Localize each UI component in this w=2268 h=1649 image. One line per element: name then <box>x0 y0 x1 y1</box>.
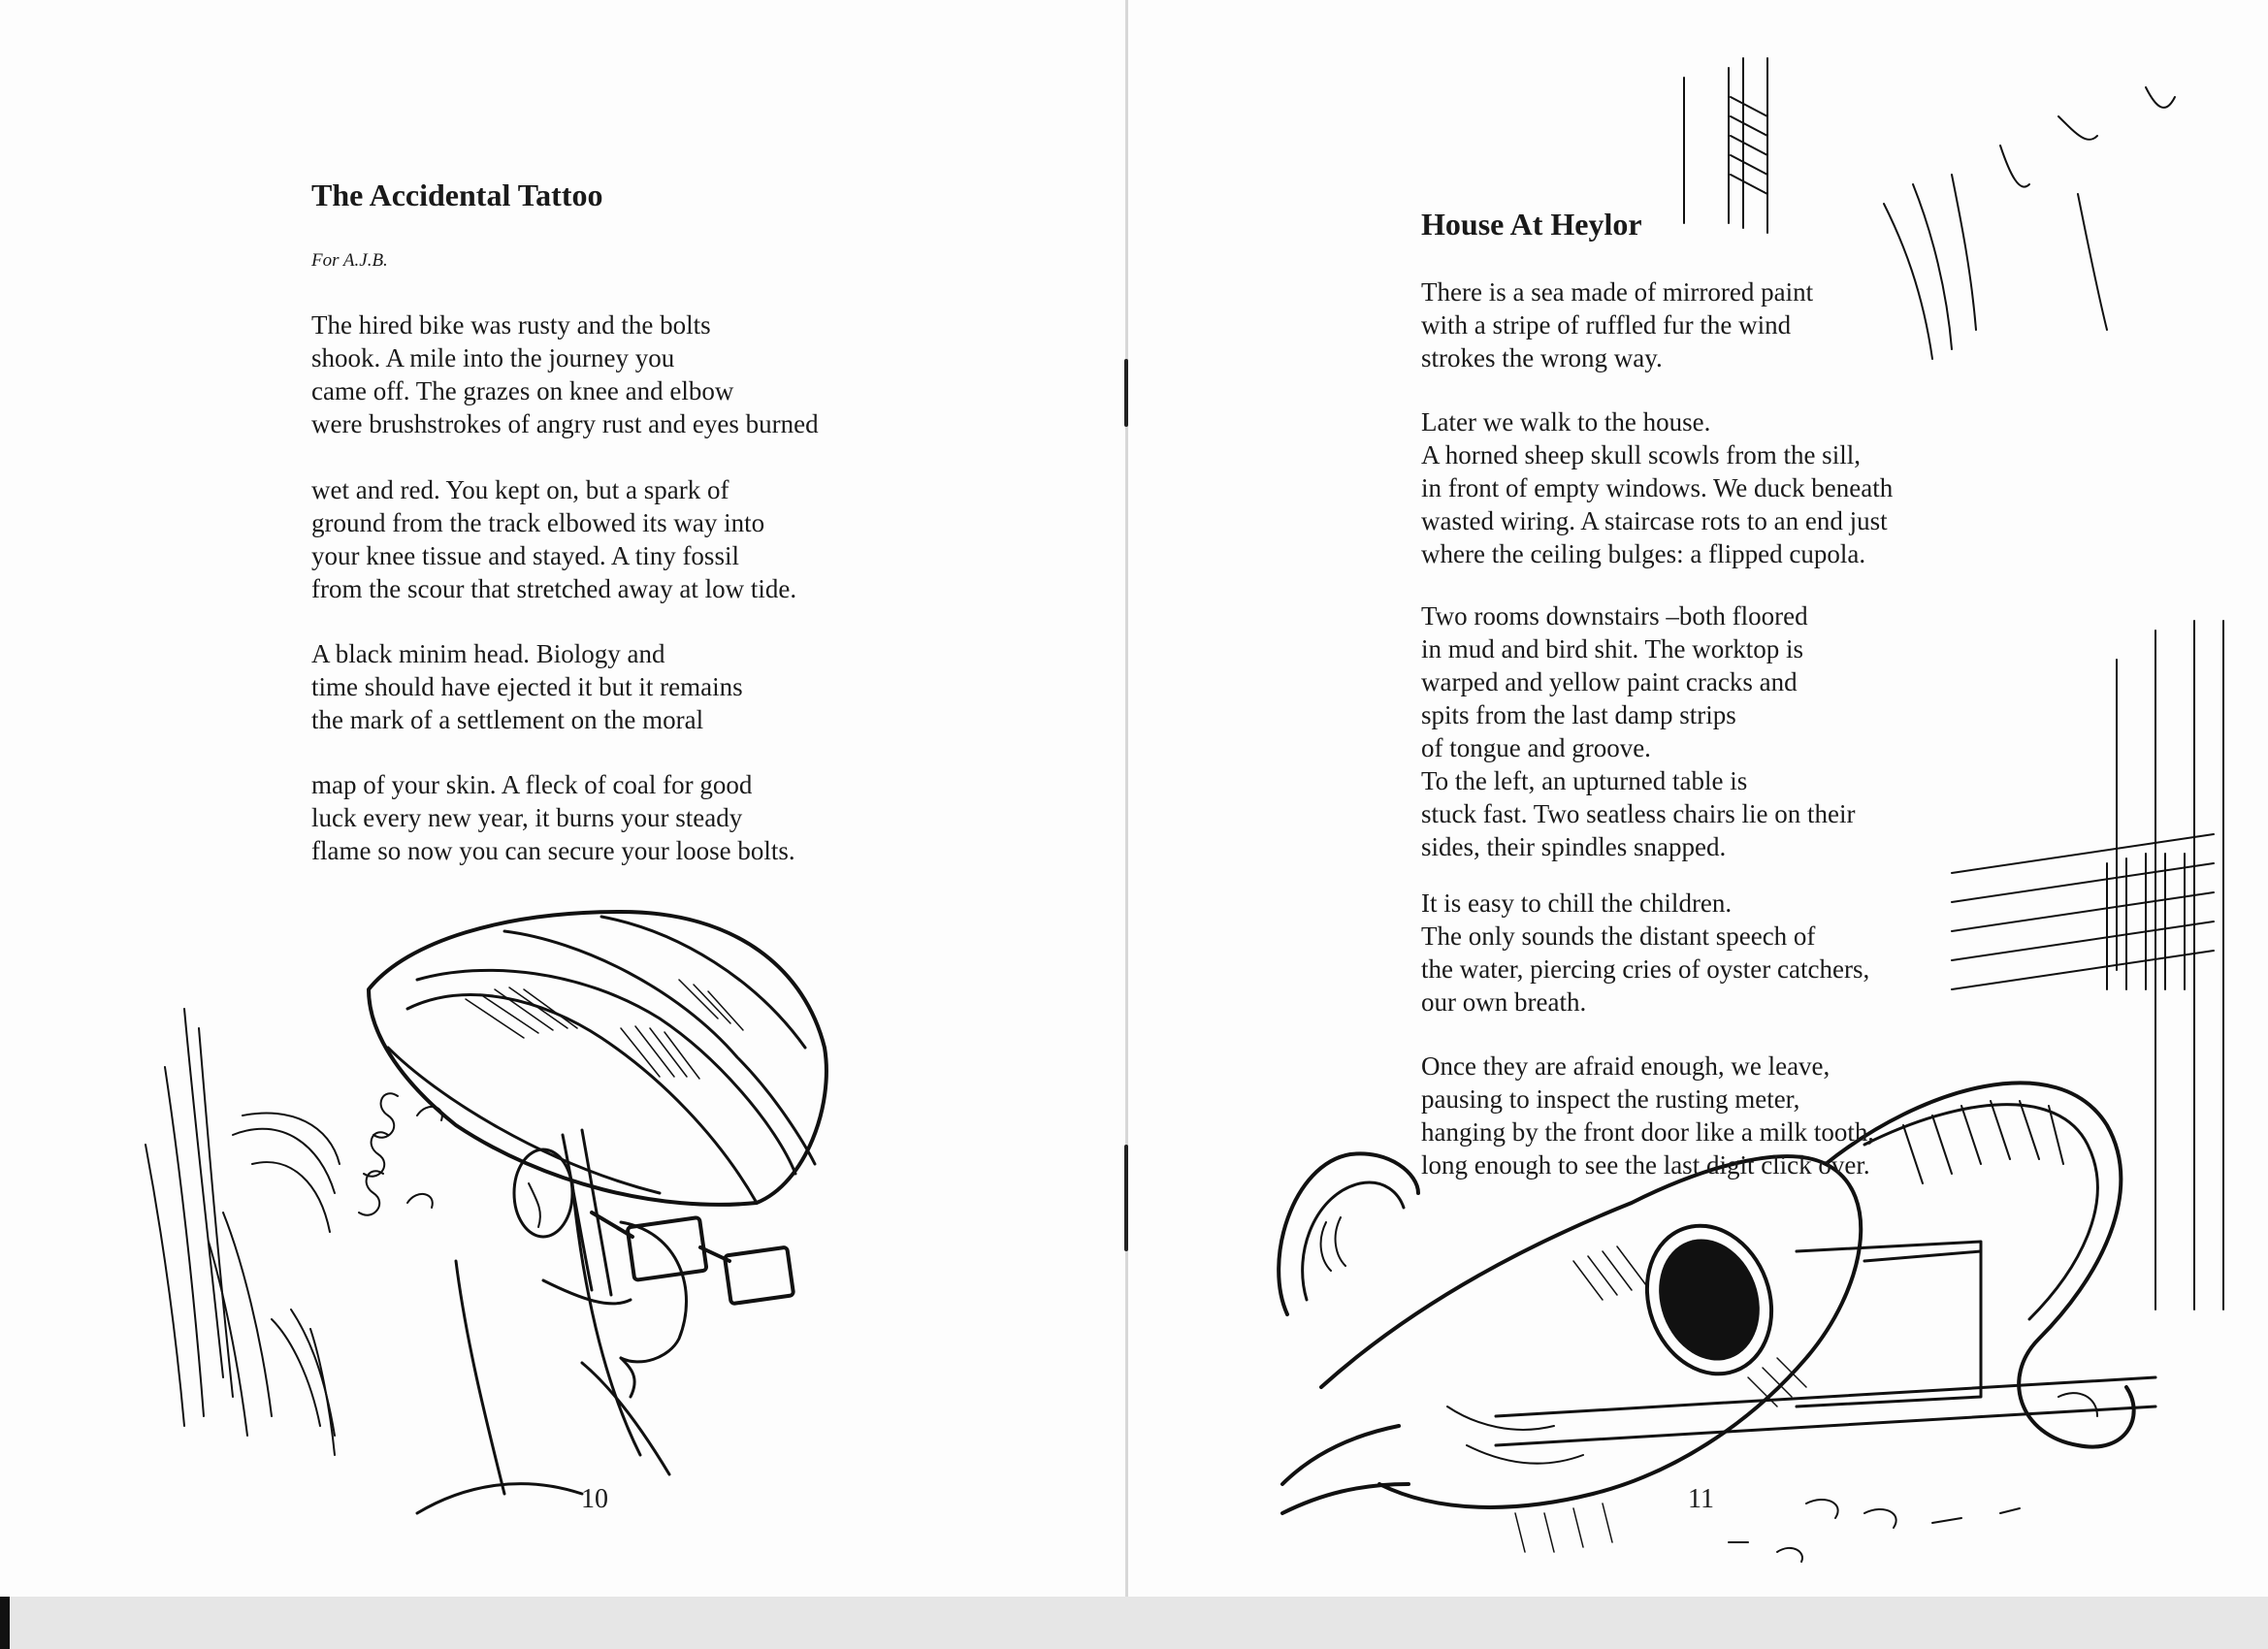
poem-title: House At Heylor <box>1421 207 1642 242</box>
poem-line: the mark of a settlement on the moral <box>311 705 704 734</box>
poem-stanza <box>311 308 819 440</box>
poem-title: The Accidental Tattoo <box>311 178 603 212</box>
poem-line: Once they are afraid enough, we leave, <box>1421 1051 1831 1081</box>
page-number: 10 <box>581 1484 608 1514</box>
poem-line: spits from the last damp strips <box>1421 700 1736 729</box>
page-number: 11 <box>1688 1484 1714 1514</box>
poem-line: To the left, an upturned table is <box>1421 766 1748 795</box>
poem-line: strokes the wrong way. <box>1421 343 1663 372</box>
poem-line: luck every new year, it burns your steady <box>311 803 743 832</box>
poem-line: The only sounds the distant speech of <box>1421 922 1816 951</box>
poem-line: ground from the track elbowed its way into <box>311 508 765 537</box>
poem-line: where the ceiling bulges: a flipped cupola. <box>1421 539 1866 568</box>
poem-dedication: For A.J.B. <box>311 250 388 271</box>
poem-line: in front of empty windows. We duck beneath <box>1421 473 1894 502</box>
poem-line: time should have ejected it but it remains <box>311 672 743 701</box>
poem-stanza <box>1421 887 1869 1018</box>
poem-line: flame so now you can secure your loose bolts. <box>311 836 795 865</box>
poem-line: of tongue and groove. <box>1421 733 1651 762</box>
poem-stanza <box>311 768 795 867</box>
poem-line: map of your skin. A fleck of coal for good <box>311 770 753 799</box>
poem-stanza <box>1421 599 1856 863</box>
scanner-edge-mark <box>0 1597 10 1649</box>
poem-line: your knee tissue and stayed. A tiny fossil <box>311 541 739 570</box>
poem-stanza <box>1421 405 1893 570</box>
right-page <box>1127 0 2268 1597</box>
poem-stanza <box>1421 1050 1874 1181</box>
poem-stanza <box>1421 275 1813 374</box>
poem-line: A horned sheep skull scowls from the sill, <box>1421 440 1861 469</box>
binding-staple <box>1124 1145 1128 1251</box>
poem-line: The hired bike was rusty and the bolts <box>311 310 711 340</box>
poem-stanza <box>311 473 796 605</box>
poem-line: long enough to see the last digit click over. <box>1421 1150 1870 1180</box>
poem-line: hanging by the front door like a milk tooth, <box>1421 1117 1875 1147</box>
poem-line: came off. The grazes on knee and elbow <box>311 376 734 405</box>
poem-line: in mud and bird shit. The worktop is <box>1421 634 1803 663</box>
poem-line: pausing to inspect the rusting meter, <box>1421 1084 1800 1114</box>
poem-line: Two rooms downstairs –both floored <box>1421 601 1808 630</box>
poem-line: wasted wiring. A staircase rots to an end just <box>1421 506 1888 535</box>
poem-line: sides, their spindles snapped. <box>1421 832 1727 861</box>
poem-line: shook. A mile into the journey you <box>311 343 675 372</box>
poem-line: Later we walk to the house. <box>1421 407 1711 436</box>
scanner-edge <box>0 1597 2268 1649</box>
poem-line: the water, piercing cries of oyster catchers, <box>1421 954 1870 984</box>
left-page <box>0 0 1127 1597</box>
poem-line: It is easy to chill the children. <box>1421 889 1733 918</box>
poem-line: wet and red. You kept on, but a spark of <box>311 475 729 504</box>
poem-line: our own breath. <box>1421 987 1587 1017</box>
book-gutter <box>1125 0 1128 1597</box>
poem-stanza <box>311 637 743 736</box>
poem-line: stuck fast. Two seatless chairs lie on their <box>1421 799 1856 828</box>
poem-line: with a stripe of ruffled fur the wind <box>1421 310 1792 340</box>
poem-line: were brushstrokes of angry rust and eyes burned <box>311 409 819 438</box>
binding-staple <box>1124 359 1128 427</box>
poem-line: A black minim head. Biology and <box>311 639 665 668</box>
poem-line: There is a sea made of mirrored paint <box>1421 277 1814 307</box>
poem-line: from the scour that stretched away at low tide. <box>311 574 797 603</box>
poem-line: warped and yellow paint cracks and <box>1421 667 1798 696</box>
